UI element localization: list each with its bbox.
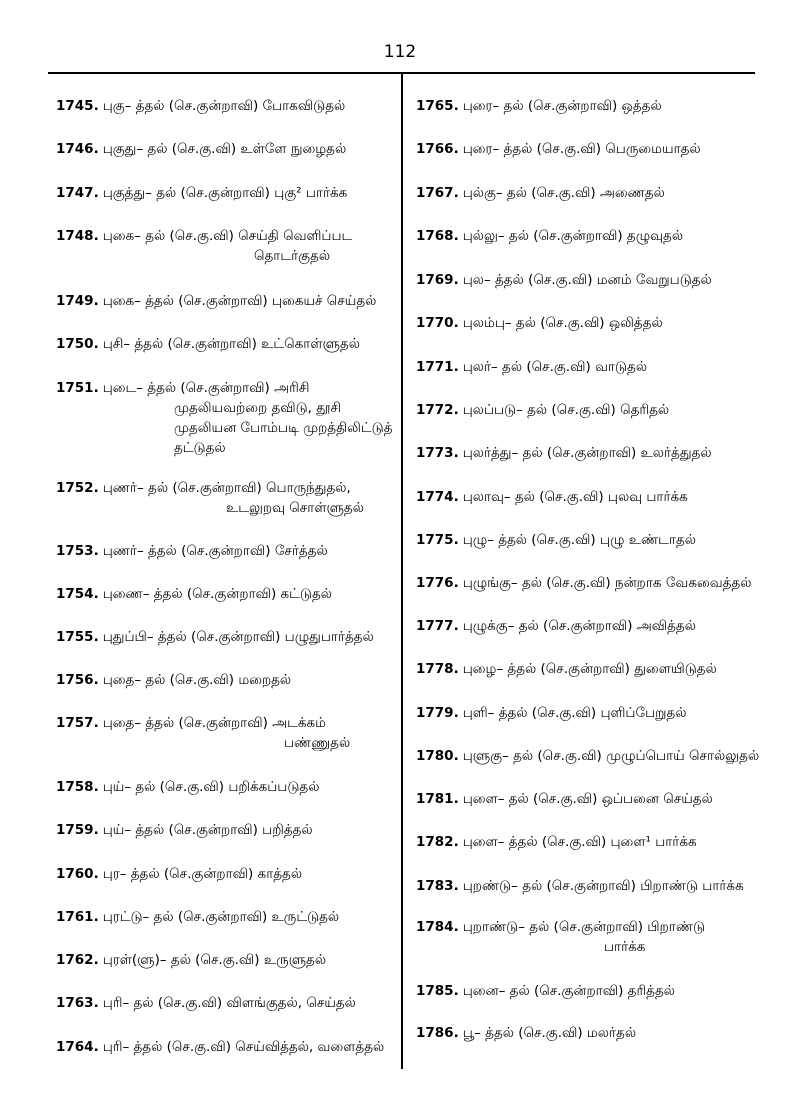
entry-text: புனை– தல் (செ.குன்றாவி) தரித்தல்	[462, 983, 675, 999]
entry-line	[416, 270, 712, 290]
entry-number: 1755.	[56, 629, 99, 645]
dictionary-entry	[416, 876, 744, 896]
entry-line	[56, 950, 326, 970]
entry-line	[416, 357, 647, 377]
dictionary-entry	[416, 96, 662, 116]
entry-text: புரட்டு– தல் (செ.குன்றாவி) உருட்டுதல்	[102, 909, 340, 925]
entry-number: 1778.	[416, 661, 459, 677]
entry-text: புலாவு– தல் (செ.கு.வி) புலவு பார்க்க	[462, 489, 688, 505]
dictionary-entry	[56, 670, 291, 690]
dictionary-entry	[416, 357, 647, 377]
entry-line	[56, 713, 350, 733]
dictionary-entry	[56, 627, 374, 647]
entry-line	[416, 616, 696, 636]
entry-number: 1777.	[416, 618, 459, 634]
entry-number: 1776.	[416, 575, 459, 591]
entry-line	[56, 478, 364, 498]
entry-text: புழுங்கு– தல் (செ.கு.வி) நன்றாக வேகவைத்தல்	[462, 575, 752, 591]
entry-line	[416, 1023, 636, 1043]
entry-number: 1773.	[416, 445, 459, 461]
entry-number: 1783.	[416, 878, 459, 894]
entry-text: புழை– த்தல் (செ.குன்றாவி) துளையிடுதல்	[462, 661, 717, 677]
entry-line	[56, 183, 347, 203]
entry-text: புரி– த்தல் (செ.கு.வி) செய்வித்தல், வளைத்தல்	[102, 1039, 385, 1055]
entry-line	[416, 573, 751, 593]
entry-text: முதலியவற்றை தவிடு, தூசி	[174, 400, 342, 416]
dictionary-entry	[416, 917, 705, 957]
entry-text: புடை– த்தல் (செ.குன்றாவி) அரிசி	[102, 380, 310, 396]
entry-line	[416, 96, 662, 116]
entry-text: பார்க்க	[604, 939, 646, 955]
dictionary-entry	[416, 226, 683, 246]
entry-number: 1772.	[416, 402, 459, 418]
entry-line	[56, 96, 345, 116]
entry-line	[416, 443, 712, 463]
entry-number: 1774.	[416, 489, 459, 505]
entry-text: புரை– த்தல் (செ.கு.வி) பெருமையாதல்	[462, 141, 701, 157]
entry-text: புரள்(ளு)– தல் (செ.கு.வி) உருளுதல்	[102, 952, 327, 968]
entry-number: 1754.	[56, 586, 99, 602]
entry-text: புய்– தல் (செ.கு.வி) பறிக்கப்படுதல்	[102, 779, 320, 795]
entry-line	[416, 937, 705, 957]
entry-text: புணர்– தல் (செ.குன்றாவி) பொருந்துதல்,	[102, 480, 351, 496]
dictionary-entry	[56, 584, 332, 604]
entry-line	[416, 832, 697, 852]
entry-line	[416, 183, 665, 203]
entry-line	[56, 627, 374, 647]
entry-line	[56, 820, 313, 840]
entry-text: புதுப்பி– த்தல் (செ.குன்றாவி) பழுதுபார்த்தல்	[102, 629, 374, 645]
entry-line	[416, 659, 717, 679]
entry-text: புழு– த்தல் (செ.கு.வி) புழு உண்டாதல்	[462, 532, 696, 548]
dictionary-entry	[56, 334, 360, 354]
entry-number: 1756.	[56, 672, 99, 688]
dictionary-entry	[56, 291, 376, 311]
dictionary-entry	[416, 487, 688, 507]
entry-text: புரி– தல் (செ.கு.வி) விளங்குதல், செய்தல்	[102, 995, 356, 1011]
entry-number: 1769.	[416, 272, 459, 288]
dictionary-entry	[416, 313, 663, 333]
entry-number: 1786.	[416, 1025, 459, 1041]
entry-number: 1762.	[56, 952, 99, 968]
dictionary-entry	[416, 703, 686, 723]
entry-number: 1775.	[416, 532, 459, 548]
entry-line	[416, 981, 675, 1001]
dictionary-entry	[56, 541, 328, 561]
column-divider	[401, 73, 403, 1069]
entry-text: புளி– த்தல் (செ.கு.வி) புளிப்பேறுதல்	[462, 705, 687, 721]
entry-line	[56, 541, 328, 561]
dictionary-entry	[416, 270, 712, 290]
dictionary-entry	[416, 183, 665, 203]
entry-number: 1767.	[416, 185, 459, 201]
entry-line	[56, 670, 291, 690]
entry-text: புழுக்கு– தல் (செ.குன்றாவி) அவித்தல்	[462, 618, 696, 634]
entry-line	[56, 438, 393, 458]
entry-text: புணர்– த்தல் (செ.குன்றாவி) சேர்த்தல்	[102, 543, 328, 559]
entry-text: உடலுறவு சொள்ளுதல்	[226, 500, 364, 516]
entry-text: புசி– த்தல் (செ.குன்றாவி) உட்கொள்ளுதல்	[102, 336, 360, 352]
dictionary-entry	[56, 1037, 384, 1057]
entry-line	[416, 139, 701, 159]
entry-number: 1746.	[56, 141, 99, 157]
entry-number: 1785.	[416, 983, 459, 999]
entry-number: 1751.	[56, 380, 99, 396]
entry-line	[416, 400, 669, 420]
entry-number: 1768.	[416, 228, 459, 244]
entry-text: புரை– தல் (செ.குன்றாவி) ஒத்தல்	[462, 98, 662, 114]
entry-number: 1758.	[56, 779, 99, 795]
entry-number: 1759.	[56, 822, 99, 838]
entry-line	[416, 789, 713, 809]
entry-text: புகுத்து– தல் (செ.குன்றாவி) புகு² பார்க்க	[102, 185, 348, 201]
entry-number: 1780.	[416, 748, 459, 764]
entry-text: புளை– தல் (செ.கு.வி) ஒப்பனை செய்தல்	[462, 791, 713, 807]
entry-number: 1784.	[416, 919, 459, 935]
entry-number: 1766.	[416, 141, 459, 157]
entry-line	[56, 398, 393, 418]
dictionary-entry	[56, 96, 345, 116]
dictionary-entry	[416, 789, 713, 809]
entry-text: புகு– த்தல் (செ.குன்றாவி) போகவிடுதல்	[102, 98, 346, 114]
entry-number: 1748.	[56, 228, 99, 244]
entry-line	[56, 291, 376, 311]
dictionary-entry	[56, 777, 319, 797]
entry-text: புணை– த்தல் (செ.குன்றாவி) கட்டுதல்	[102, 586, 332, 602]
page-number: 112	[383, 42, 417, 62]
dictionary-entry	[56, 907, 339, 927]
entry-text: தொடர்குதல்	[254, 248, 331, 264]
entry-number: 1771.	[416, 359, 459, 375]
entry-line	[416, 746, 759, 766]
entry-number: 1747.	[56, 185, 99, 201]
entry-line	[416, 876, 744, 896]
entry-text: புல்லு– தல் (செ.குன்றாவி) தழுவுதல்	[462, 228, 684, 244]
entry-text: புர– த்தல் (செ.குன்றாவி) காத்தல்	[102, 866, 303, 882]
entry-text: புளுகு– தல் (செ.கு.வி) முழுப்பொய் சொல்லுதல்	[462, 748, 760, 764]
entry-line	[56, 584, 332, 604]
entry-text: புல்கு– தல் (செ.கு.வி) அணைதல்	[462, 185, 665, 201]
entry-text: புகை– த்தல் (செ.குன்றாவி) புகையச் செய்தல்	[102, 293, 377, 309]
entry-line	[56, 1037, 384, 1057]
entry-number: 1750.	[56, 336, 99, 352]
dictionary-entry	[56, 864, 302, 884]
entry-text: புகை– தல் (செ.கு.வி) செய்தி வெளிப்பட	[102, 228, 353, 244]
dictionary-entry	[56, 950, 326, 970]
entry-number: 1765.	[416, 98, 459, 114]
entry-line	[416, 703, 686, 723]
entry-text: புல– த்தல் (செ.கு.வி) மனம் வேறுபடுதல்	[462, 272, 712, 288]
dictionary-entry	[56, 820, 313, 840]
entry-text: புறண்டு– தல் (செ.குன்றாவி) பிறாண்டு பார்க்க	[462, 878, 744, 894]
dictionary-entry	[56, 139, 346, 159]
entry-number: 1752.	[56, 480, 99, 496]
dictionary-entry	[56, 993, 356, 1013]
entry-line	[56, 246, 352, 266]
dictionary-entry	[416, 139, 701, 159]
entry-line	[416, 530, 696, 550]
entry-text: புதை– தல் (செ.கு.வி) மறைதல்	[102, 672, 292, 688]
entry-text: பண்ணுதல்	[284, 735, 351, 751]
entry-text: புலப்படு– தல் (செ.கு.வி) தெரிதல்	[462, 402, 670, 418]
entry-line	[416, 313, 663, 333]
dictionary-entry	[56, 183, 347, 203]
dictionary-entry	[416, 659, 717, 679]
dictionary-entry	[56, 378, 393, 458]
entry-line	[416, 917, 705, 937]
entry-text: புலர்த்து– தல் (செ.குன்றாவி) உலர்த்துதல்	[462, 445, 712, 461]
entry-text: பூ– த்தல் (செ.கு.வி) மலர்தல்	[462, 1025, 637, 1041]
entry-number: 1781.	[416, 791, 459, 807]
dictionary-entry	[416, 981, 675, 1001]
entry-number: 1764.	[56, 1039, 99, 1055]
entry-text: தட்டுதல்	[174, 440, 226, 456]
entry-line	[56, 993, 356, 1013]
dictionary-entry	[416, 530, 696, 550]
entry-line	[416, 226, 683, 246]
entry-line	[56, 498, 364, 518]
entry-line	[56, 334, 360, 354]
entry-line	[56, 733, 350, 753]
dictionary-entry	[416, 443, 712, 463]
entry-line	[56, 777, 319, 797]
entry-line	[416, 487, 688, 507]
entry-text: புளை– த்தல் (செ.கு.வி) புளை¹ பார்க்க	[462, 834, 697, 850]
entry-number: 1761.	[56, 909, 99, 925]
dictionary-entry	[56, 226, 352, 266]
entry-line	[56, 139, 346, 159]
entry-number: 1760.	[56, 866, 99, 882]
dictionary-entry	[416, 832, 697, 852]
entry-number: 1782.	[416, 834, 459, 850]
entry-text: புய்– த்தல் (செ.குன்றாவி) பறித்தல்	[102, 822, 313, 838]
entry-number: 1770.	[416, 315, 459, 331]
dictionary-entry	[56, 713, 350, 753]
dictionary-entry	[416, 746, 759, 766]
entry-line	[56, 418, 393, 438]
entry-number: 1757.	[56, 715, 99, 731]
entry-text: புதை– த்தல் (செ.குன்றாவி) அடக்கம்	[102, 715, 327, 731]
dictionary-entry	[416, 1023, 636, 1043]
entry-text: புலம்பு– தல் (செ.கு.வி) ஒலித்தல்	[462, 315, 663, 331]
entry-line	[56, 378, 393, 398]
entry-line	[56, 864, 302, 884]
dictionary-entry	[416, 573, 751, 593]
dictionary-entry	[416, 616, 696, 636]
dictionary-entry	[416, 400, 669, 420]
entry-line	[56, 907, 339, 927]
entry-number: 1779.	[416, 705, 459, 721]
entry-line	[56, 226, 352, 246]
entry-number: 1753.	[56, 543, 99, 559]
entry-text: புகுது– தல் (செ.கு.வி) உள்ளே நுழைதல்	[102, 141, 347, 157]
entry-number: 1745.	[56, 98, 99, 114]
entry-text: புலர்– தல் (செ.கு.வி) வாடுதல்	[462, 359, 648, 375]
entry-number: 1763.	[56, 995, 99, 1011]
dictionary-entry	[56, 478, 364, 518]
entry-text: முதலியன போம்படி முறத்திலிட்டுத்	[174, 420, 393, 436]
entry-number: 1749.	[56, 293, 99, 309]
entry-text: புறாண்டு– தல் (செ.குன்றாவி) பிறாண்டு	[462, 919, 706, 935]
